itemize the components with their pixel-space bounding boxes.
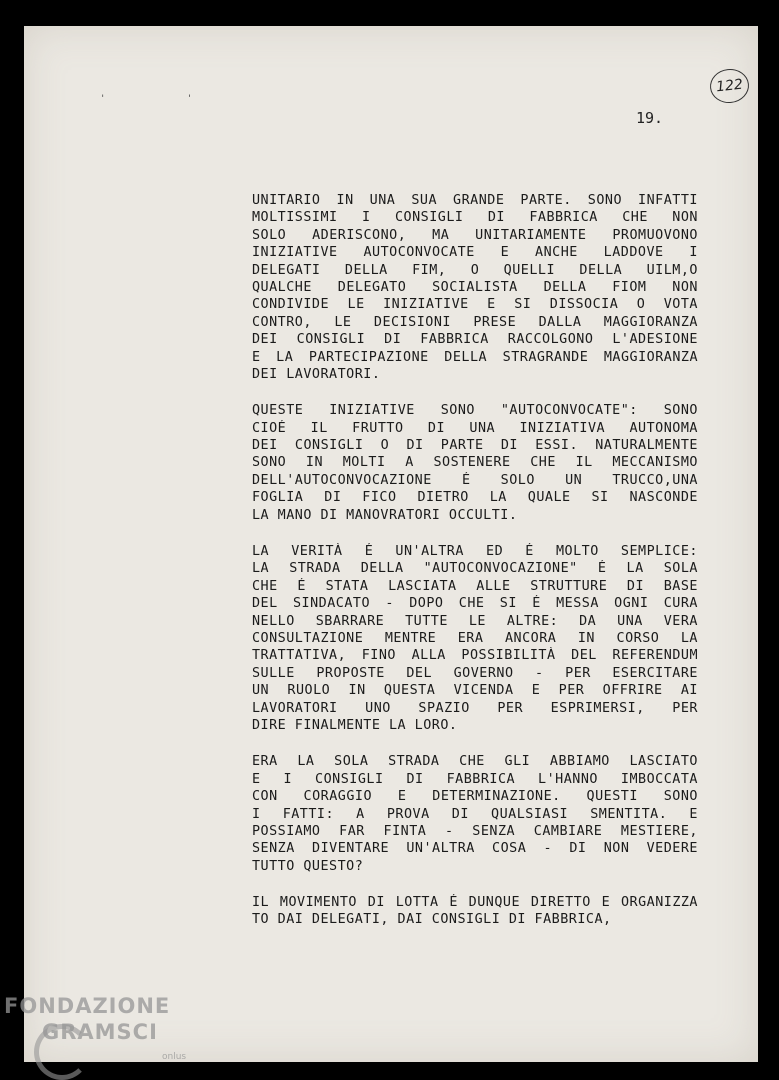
- text-line: SOLO ADERISCONO, MA UNITARIAMENTE PROMUOVONO: [252, 227, 698, 243]
- text-line: DEI CONSIGLI O DI PARTE DI ESSI. NATURALMENTE: [252, 438, 698, 454]
- text-line: CON CORAGGIO E DETERMINAZIONE. QUESTI SONO: [252, 789, 698, 805]
- text-line: LAVORATORI UNO SPAZIO PER ESPRIMERSI, PER: [252, 700, 698, 716]
- watermark-line-3: onlus: [162, 1052, 187, 1062]
- text-line: DELEGATI DELLA FIM, O QUELLI DELLA UILM,O: [252, 262, 698, 278]
- text-line: TRATTATIVA, FINO ALLA POSSIBILITÀ DEL REFERENDUM: [252, 648, 698, 664]
- text-line: CONTRO, LE DECISIONI PRESE DALLA MAGGIORANZA: [252, 314, 698, 330]
- text-line: CONSULTAZIONE MENTRE ERA ANCORA IN CORSO LA: [252, 630, 698, 646]
- text-line: TO DAI DELEGATI, DAI CONSIGLI DI FABBRICA,: [252, 912, 612, 928]
- text-line: QUESTE INIZIATIVE SONO "AUTOCONVOCATE": SONO: [252, 403, 698, 419]
- archive-number-stamp: 122: [708, 67, 750, 105]
- text-line: CONDIVIDE LE INIZIATIVE E SI DISSOCIA O VOTA: [252, 297, 698, 313]
- text-line: CHE É STATA LASCIATA ALLE STRUTTURE DI BASE: [252, 578, 698, 594]
- text-line: DEI CONSIGLI DI FABBRICA RACCOLGONO L'ADESIONE: [252, 332, 698, 348]
- text-line: SULLE PROPOSTE DEL GOVERNO - PER ESERCITARE: [252, 665, 698, 681]
- text-line: ERA LA SOLA STRADA CHE GLI ABBIAMO LASCIATO: [252, 754, 698, 770]
- text-line: DEL SINDACATO - DOPO CHE SI É MESSA OGNI CURA: [252, 596, 698, 612]
- text-line: E I CONSIGLI DI FABBRICA L'HANNO IMBOCCATA: [252, 771, 698, 787]
- text-line: E LA PARTECIPAZIONE DELLA STRAGRANDE MAGGIORANZA: [252, 349, 698, 365]
- text-line: TUTTO QUESTO?: [252, 858, 364, 874]
- text-line: DEI LAVORATORI.: [252, 366, 381, 382]
- document-body: [252, 192, 698, 948]
- paragraph: [252, 192, 698, 383]
- text-line: UNITARIO IN UNA SUA GRANDE PARTE. SONO INFATTI: [252, 193, 698, 208]
- text-line: DELL'AUTOCONVOCAZIONE É SOLO UN TRUCCO,UNA: [252, 472, 698, 488]
- paragraph: [252, 894, 698, 929]
- watermark-line-2: GRAMSCI: [42, 1020, 158, 1044]
- text-line: LA STRADA DELLA "AUTOCONVOCAZIONE" É LA SOLA: [252, 561, 698, 577]
- text-line: INIZIATIVE AUTOCONVOCATE E ANCHE LADDOVE I: [252, 245, 698, 261]
- text-line: POSSIAMO FAR FINTA - SENZA CAMBIARE MESTIERE,: [252, 823, 698, 839]
- text-line: I FATTI: A PROVA DI QUALSIASI SMENTITA. E: [252, 806, 698, 822]
- text-line: DIRE FINALMENTE LA LORO.: [252, 717, 458, 733]
- paragraph: [252, 543, 698, 734]
- paragraph: [252, 753, 698, 875]
- paragraph: [252, 402, 698, 524]
- page-number: 19.: [636, 109, 664, 127]
- text-line: CIOÉ IL FRUTTO DI UNA INIZIATIVA AUTONOMA: [252, 420, 698, 436]
- text-line: FOGLIA DI FICO DIETRO LA QUALE SI NASCONDE: [252, 490, 698, 506]
- text-line: QUALCHE DELEGATO SOCIALISTA DELLA FIOM NON: [252, 279, 698, 295]
- document-page: [24, 26, 758, 1062]
- text-line: UN RUOLO IN QUESTA VICENDA E PER OFFRIRE AI: [252, 683, 698, 699]
- fondazione-gramsci-watermark: [4, 994, 187, 1062]
- text-line: IL MOVIMENTO DI LOTTA É DUNQUE DIRETTO E ORGANIZZA: [252, 895, 698, 911]
- text-line: LA VERITÀ É UN'ALTRA ED É MOLTO SEMPLICE:: [252, 544, 698, 560]
- text-line: NELLO SBARRARE TUTTE LE ALTRE: DA UNA VERA: [252, 613, 698, 629]
- watermark-logo-icon: [34, 1024, 90, 1080]
- text-line: SENZA DIVENTARE UN'ALTRA COSA - DI NON VEDERE: [252, 841, 698, 857]
- text-line: MOLTISSIMI I CONSIGLI DI FABBRICA CHE NON: [252, 210, 698, 226]
- watermark-line-1: FONDAZIONE: [4, 994, 171, 1018]
- paper-specks: ' ': [100, 94, 231, 104]
- text-line: LA MANO DI MANOVRATORI OCCULTI.: [252, 507, 518, 523]
- text-line: SONO IN MOLTI A SOSTENERE CHE IL MECCANISMO: [252, 455, 698, 471]
